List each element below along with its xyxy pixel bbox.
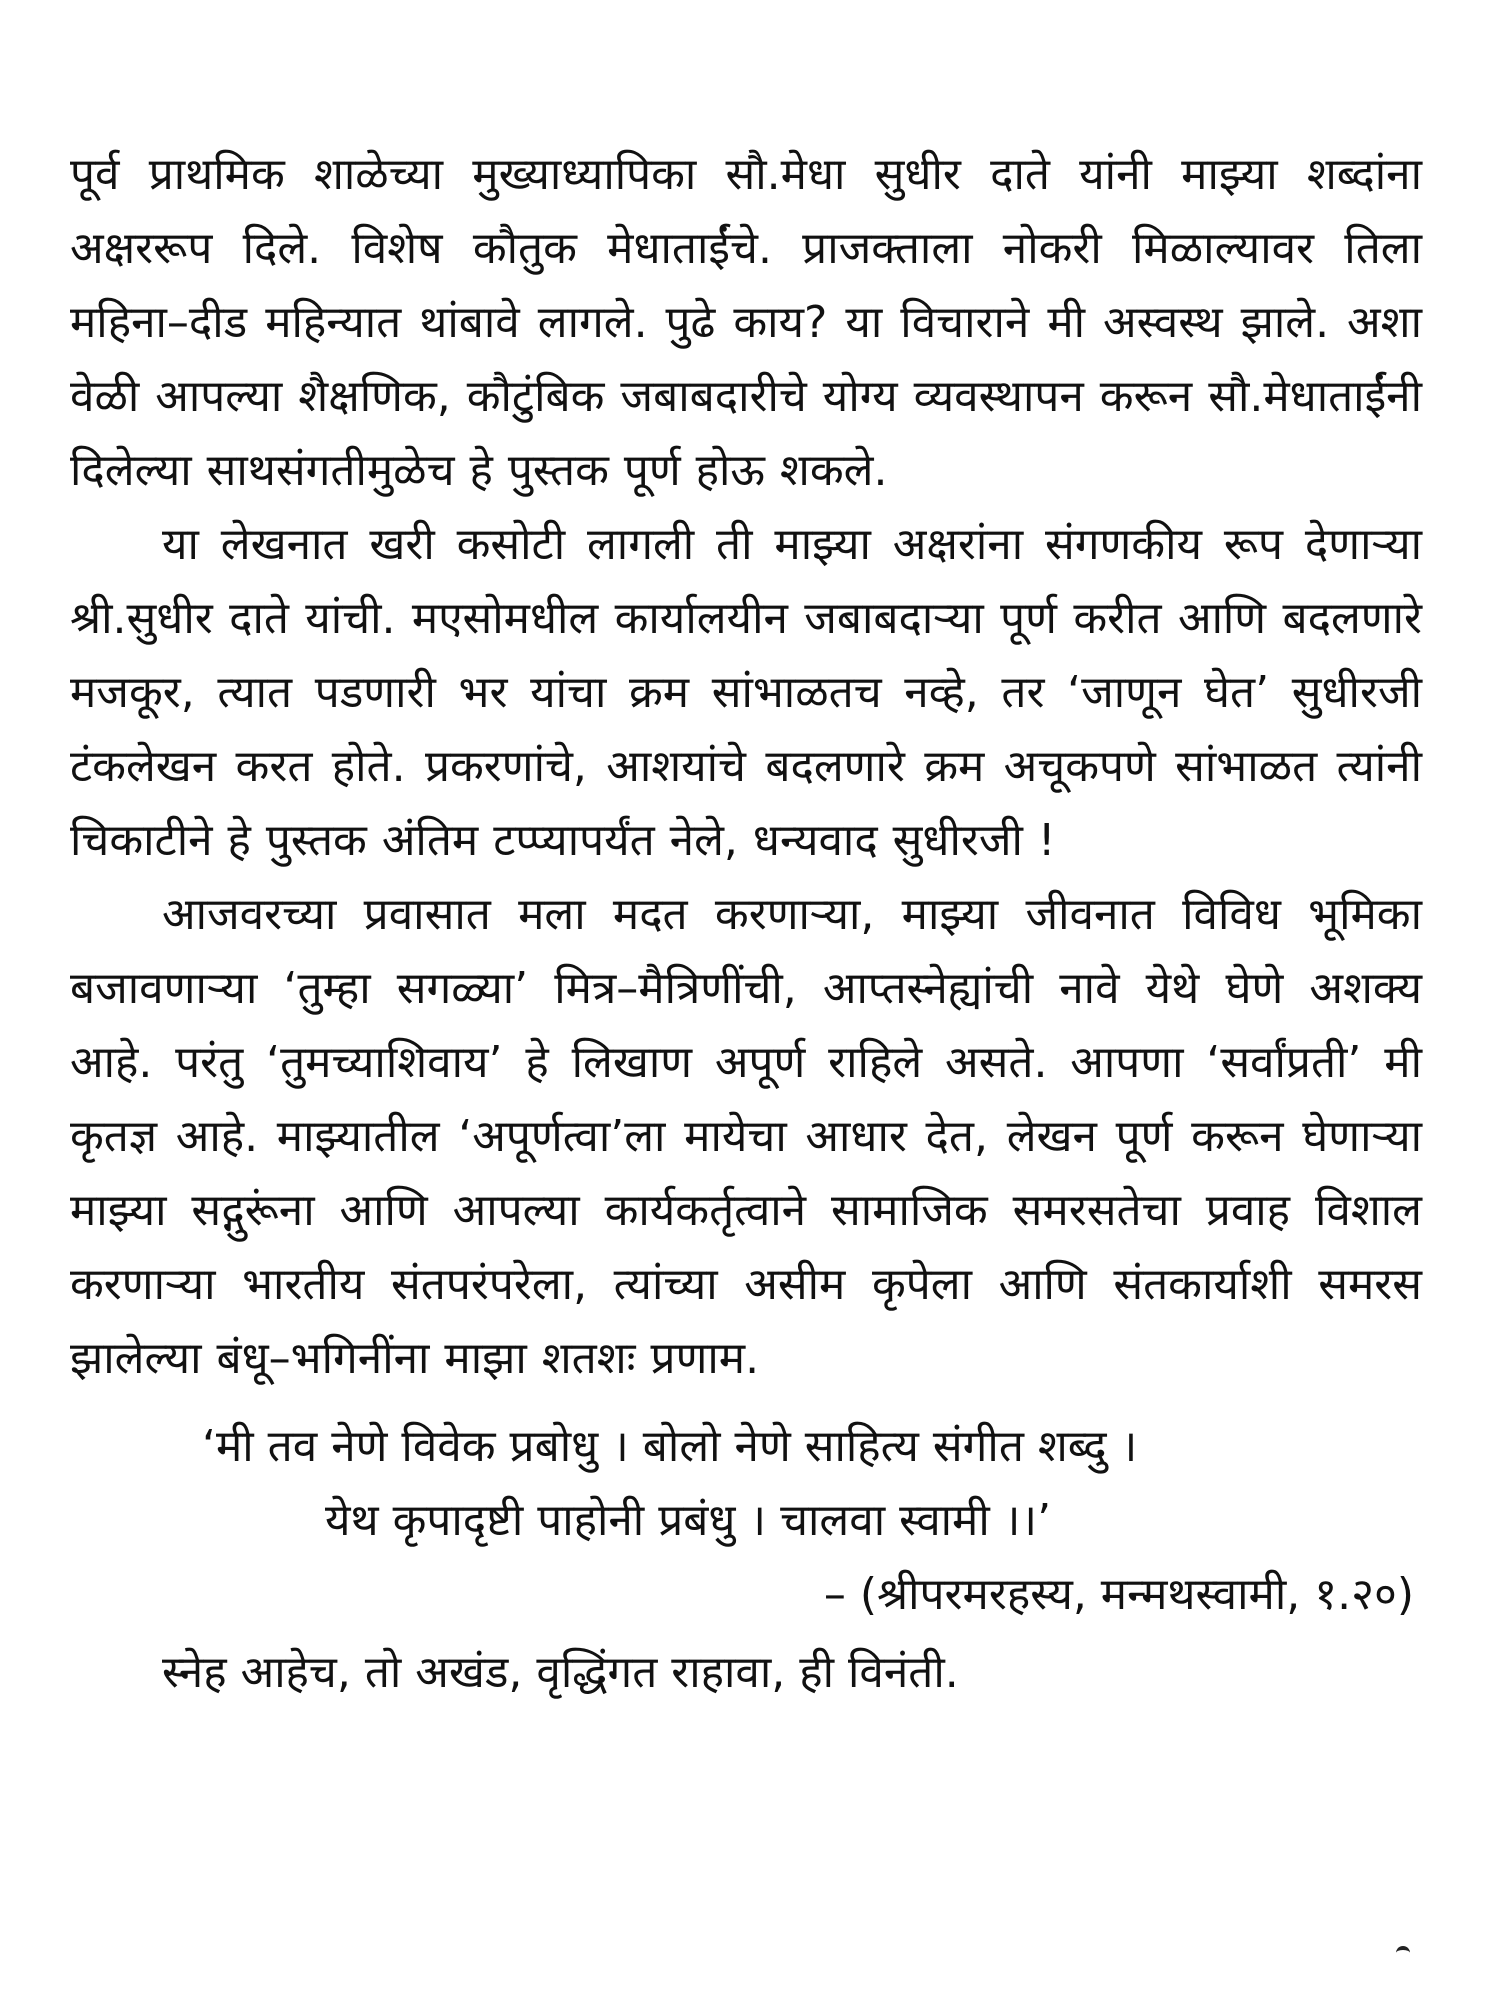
verse-block <box>70 1410 1422 1558</box>
page-number-mark <box>1396 1946 1410 1960</box>
verse-line: येथ कृपादृष्टी पाहोनी प्रबंधु । चालवा स्वामी ।।’ <box>325 1495 1052 1546</box>
verse-attribution: – (श्रीपरमरहस्य, मन्मथस्वामी, १.२०) <box>823 1569 1414 1620</box>
paragraph-acknowledgement-sudhir: या लेखनात खरी कसोटी लागली ती माझ्या अक्षरांना संगणकीय रूप देणाऱ्या श्री.सुधीर दाते यांची. मएसोमधील कार्यालयीन जबाबदाऱ्या पूर्ण करीत आणि बदलणारे मजकूर, त्यात पडणारी भर यांचा क्रम सांभाळतच नव्हे, तर ‘जाणून घेत’ सुधीरजी टंकलेखन करत होते. प्रकरणांचे, आशयांचे बदलणारे क्रम अचूकपणे सांभाळत त्यांनी चिकाटीने हे पुस्तक अंतिम टप्प्यापर्यंत नेले, धन्यवाद सुधीरजी ! <box>70 519 1422 866</box>
verse-line: ‘मी तव नेणे विवेक प्रबोधु । बोलो नेणे साहित्य संगीत शब्दु । <box>202 1421 1138 1472</box>
document-page <box>70 138 1422 1714</box>
paragraph-acknowledgement-medha: पूर्व प्राथमिक शाळेच्या मुख्याध्यापिका सौ.मेधा सुधीर दाते यांनी माझ्या शब्दांना अक्षररूप दिले. विशेष कौतुक मेधाताईंचे. प्राजक्ताला नोकरी मिळाल्यावर तिला महिना–दीड महिन्यात थांबावे लागले. पुढे काय? या विचाराने मी अस्वस्थ झाले. अशा वेळी आपल्या शैक्षणिक, कौटुंबिक जबाबदारीचे योग्य व्यवस्थापन करून सौ.मेधाताईंनी दिलेल्या साथसंगतीमुळेच हे पुस्तक पूर्ण होऊ शकले. <box>70 149 1422 496</box>
paragraph-acknowledgement-all: आजवरच्या प्रवासात मला मदत करणाऱ्या, माझ्या जीवनात विविध भूमिका बजावणाऱ्या ‘तुम्हा सगळ्या’ मित्र–मैत्रिणींची, आप्तस्नेह्यांची नावे येथे घेणे अशक्य आहे. परंतु ‘तुमच्याशिवाय’ हे लिखाण अपूर्ण राहिले असते. आपणा ‘सर्वांप्रती’ मी कृतज्ञ आहे. माझ्यातील ‘अपूर्णत्वा’ला मायेचा आधार देत, लेखन पूर्ण करून घेणाऱ्या माझ्या सद्गुरूंना आणि आपल्या कार्यकर्तृत्वाने सामाजिक समरसतेचा प्रवाह विशाल करणाऱ्या भारतीय संतपरंपरेला, त्यांच्या असीम कृपेला आणि संतकार्याशी समरस झालेल्या बंधू–भगिनींना माझा शतशः प्रणाम. <box>70 889 1422 1384</box>
closing-line: स्नेह आहेच, तो अखंड, वृद्धिंगत राहावा, ही विनंती. <box>162 1647 959 1698</box>
